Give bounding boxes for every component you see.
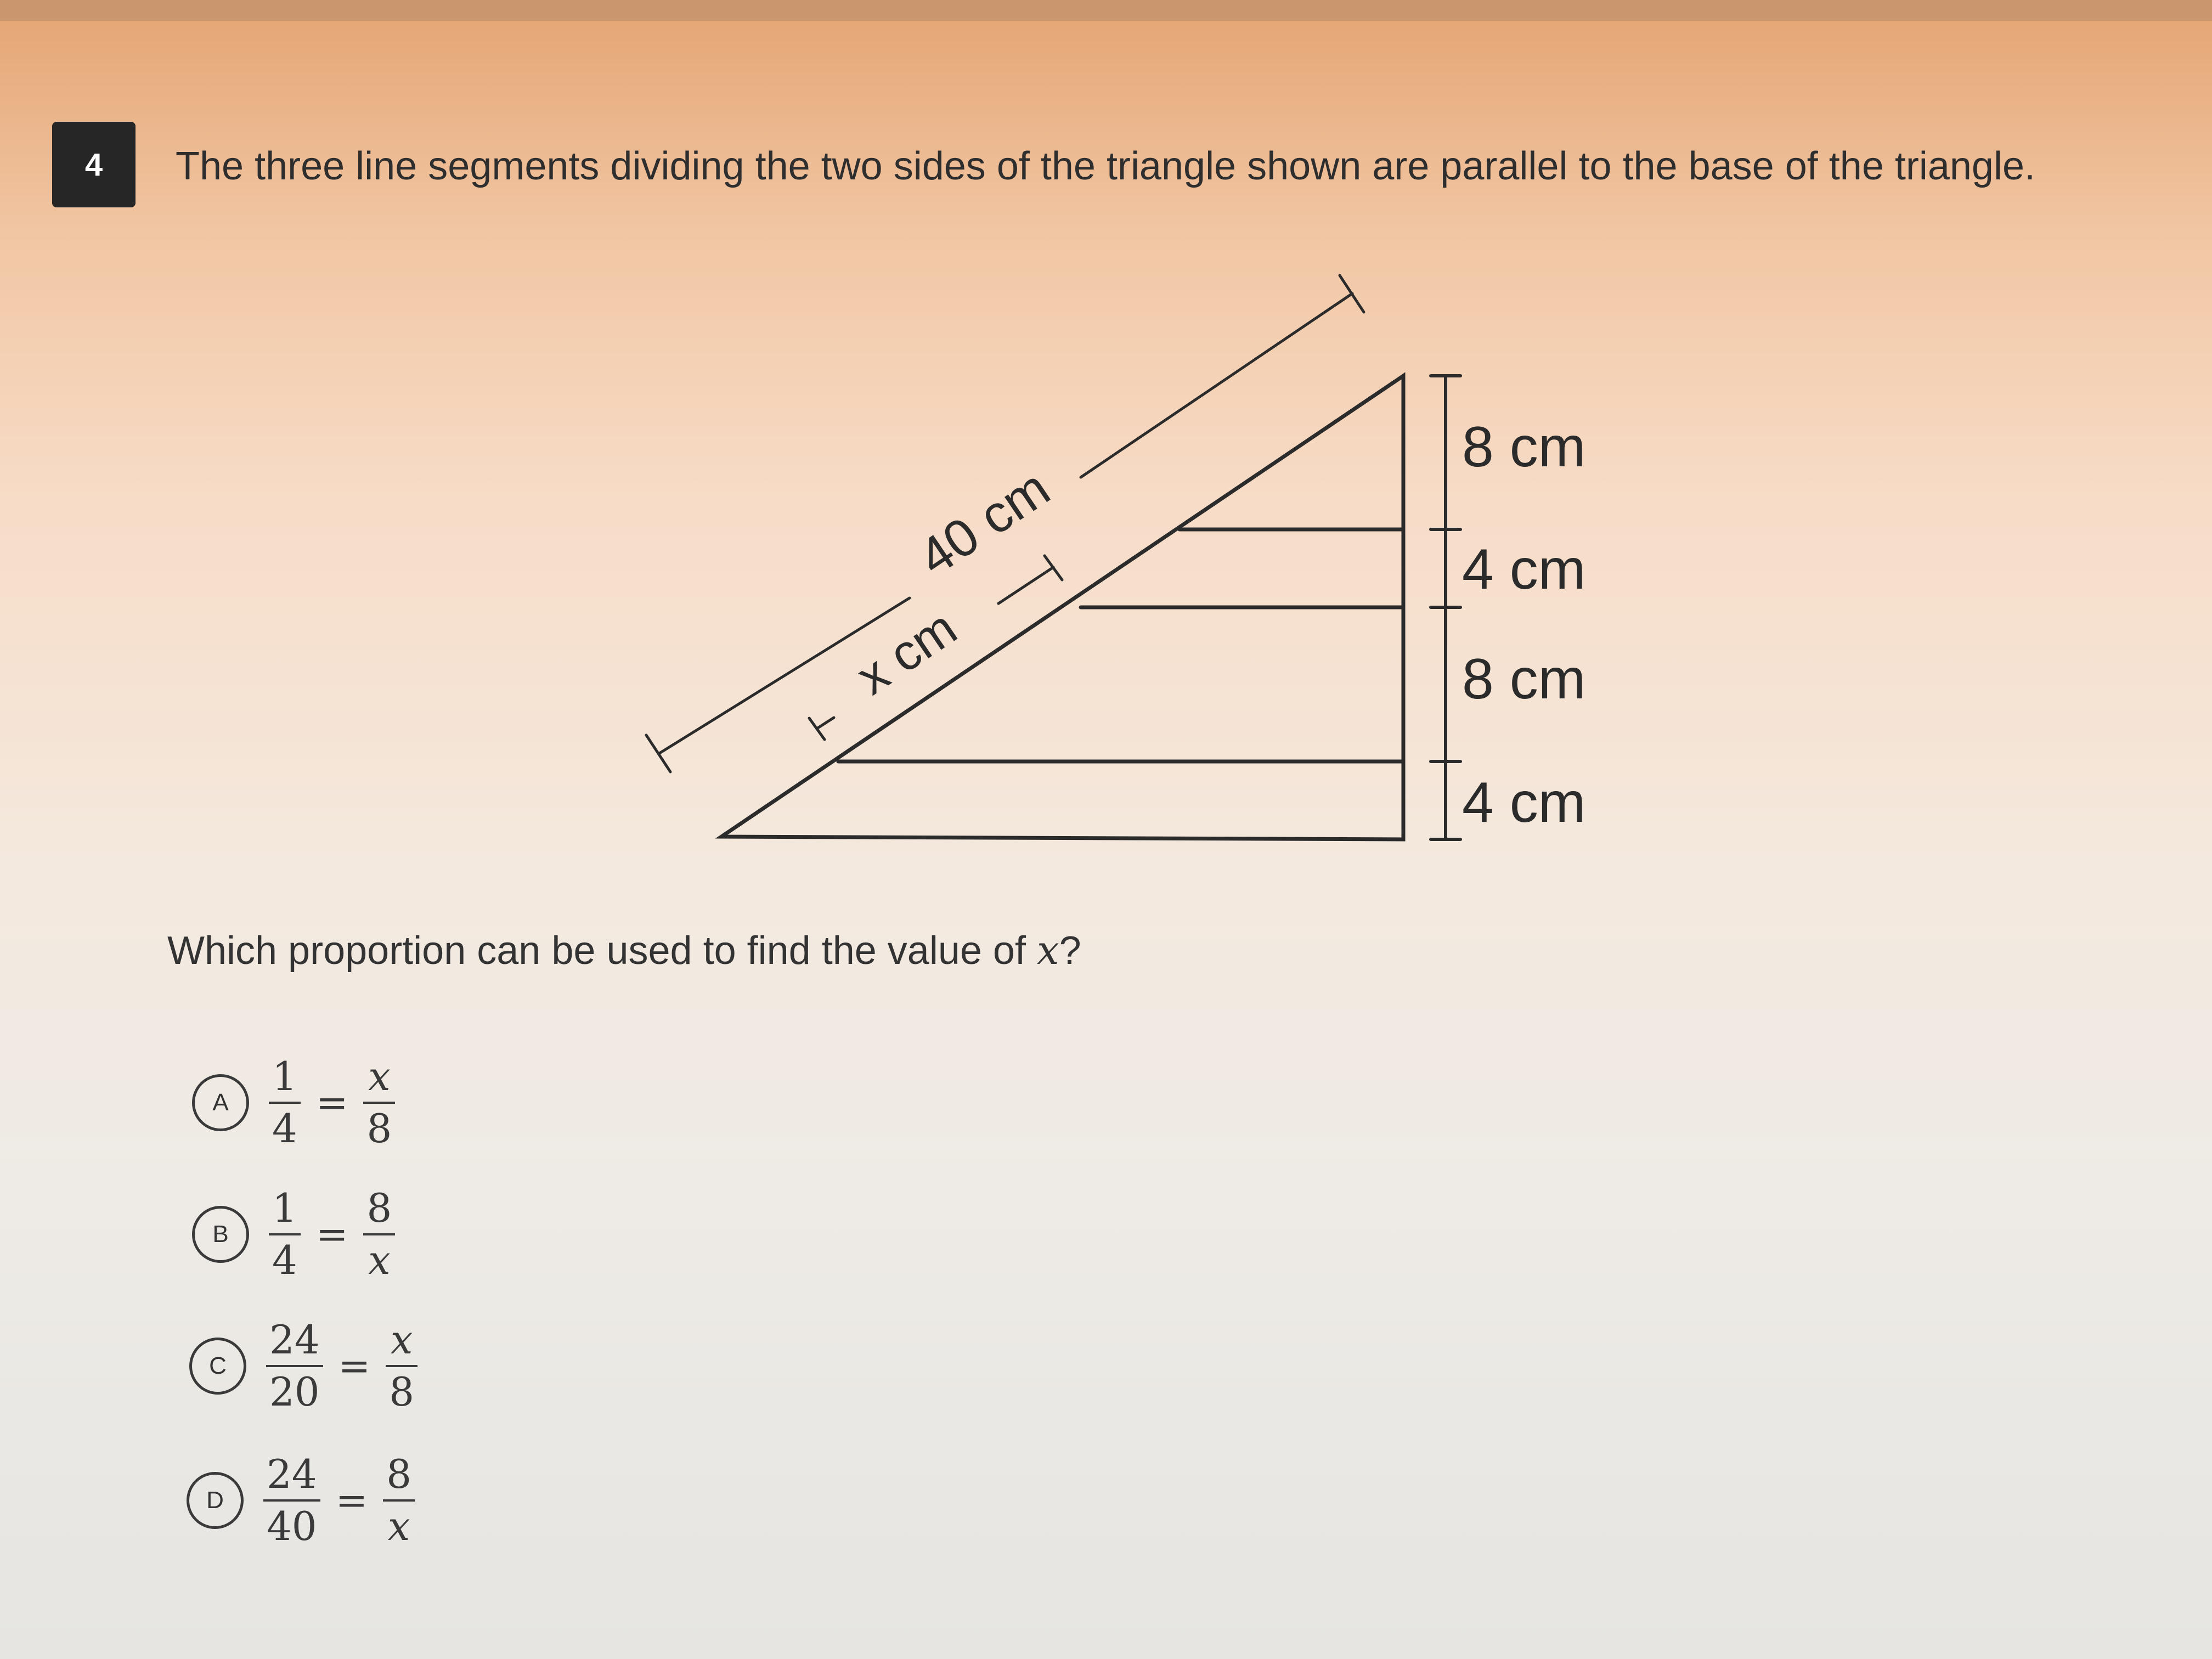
choice-a-right-fraction <box>363 1055 395 1150</box>
fraction-denominator: x <box>368 1237 391 1283</box>
fraction-bar <box>269 1233 301 1235</box>
choice-a-left-fraction <box>269 1055 301 1150</box>
hyp-dimension-tick-end <box>1340 275 1364 312</box>
x-length-label: x cm <box>847 599 967 706</box>
fraction-numerator: x <box>390 1316 413 1363</box>
choice-b-right-fraction <box>363 1184 395 1283</box>
choice-b[interactable] <box>192 1171 395 1297</box>
question-number-badge <box>52 122 136 207</box>
right-label-3: 8 cm <box>1462 647 1586 711</box>
fraction-bar <box>386 1365 417 1367</box>
fraction-numerator: 8 <box>366 1184 392 1231</box>
right-label-4: 4 cm <box>1462 771 1586 834</box>
right-label-2: 4 cm <box>1462 538 1586 601</box>
fraction-denominator: x <box>387 1503 410 1549</box>
fraction-numerator: x <box>368 1053 391 1099</box>
fraction-bar <box>263 1499 320 1502</box>
choice-b-left-fraction <box>269 1184 301 1283</box>
prompt-variable: x <box>1036 927 1059 973</box>
choice-c[interactable] <box>189 1303 417 1429</box>
fraction-numerator: 24 <box>267 1451 317 1497</box>
choice-b-bubble[interactable] <box>192 1206 249 1263</box>
fraction-numerator: 24 <box>269 1316 320 1363</box>
choice-a-equation <box>269 1055 395 1150</box>
fraction-bar <box>269 1102 301 1104</box>
triangle-figure <box>625 263 1668 889</box>
top-edge-band <box>0 0 2212 21</box>
choice-c-left-fraction <box>266 1318 323 1414</box>
fraction-numerator: 1 <box>272 1053 297 1099</box>
equals-sign: = <box>315 1212 348 1257</box>
x-dimension-line-end <box>998 567 1053 603</box>
question-text: The three line segments dividing the two sides of the triangle shown are parallel to the base of the triangle. <box>176 144 2036 188</box>
prompt-suffix: ? <box>1059 929 1081 973</box>
fraction-denominator: 4 <box>272 1237 297 1283</box>
choice-c-letter: C <box>209 1352 227 1379</box>
hyp-length-label: 40 cm <box>908 458 1060 588</box>
choice-d-right-fraction <box>383 1453 415 1548</box>
equals-sign: = <box>338 1344 371 1389</box>
fraction-bar <box>363 1102 395 1104</box>
choice-d[interactable] <box>187 1437 415 1564</box>
equals-sign: = <box>315 1080 348 1125</box>
choice-d-equation <box>263 1453 415 1548</box>
fraction-denominator: 8 <box>389 1369 415 1415</box>
choice-a-bubble[interactable] <box>192 1074 249 1131</box>
hyp-dimension-tick-start <box>646 735 670 772</box>
choice-d-bubble[interactable] <box>187 1472 244 1529</box>
fraction-denominator: 20 <box>269 1369 320 1415</box>
choice-d-left-fraction <box>263 1453 320 1548</box>
fraction-denominator: 8 <box>366 1105 392 1152</box>
choice-b-equation <box>269 1184 395 1283</box>
fraction-denominator: 4 <box>272 1105 297 1152</box>
equals-sign: = <box>335 1478 368 1523</box>
question-number: 4 <box>84 146 103 183</box>
choice-c-equation <box>266 1318 417 1414</box>
question-prompt <box>167 927 1081 973</box>
fraction-denominator: 40 <box>267 1503 317 1549</box>
fraction-numerator: 8 <box>386 1451 412 1497</box>
x-dimension-tick-end <box>1045 556 1062 580</box>
fraction-bar <box>266 1365 323 1367</box>
choice-a[interactable] <box>192 1040 395 1166</box>
x-dimension-line-start <box>817 718 834 729</box>
right-label-1: 8 cm <box>1462 415 1586 479</box>
choice-c-right-fraction <box>386 1318 417 1414</box>
choice-b-letter: B <box>212 1221 229 1248</box>
choice-a-letter: A <box>212 1089 229 1116</box>
fraction-bar <box>383 1499 415 1502</box>
fraction-numerator: 1 <box>272 1184 297 1231</box>
triangle-diagram <box>625 263 1668 889</box>
prompt-prefix: Which proportion can be used to find the value of <box>167 929 1037 973</box>
choice-c-bubble[interactable] <box>189 1338 246 1395</box>
hyp-dimension-line-upper <box>1081 294 1352 477</box>
choice-d-letter: D <box>206 1487 224 1514</box>
fraction-bar <box>363 1233 395 1235</box>
